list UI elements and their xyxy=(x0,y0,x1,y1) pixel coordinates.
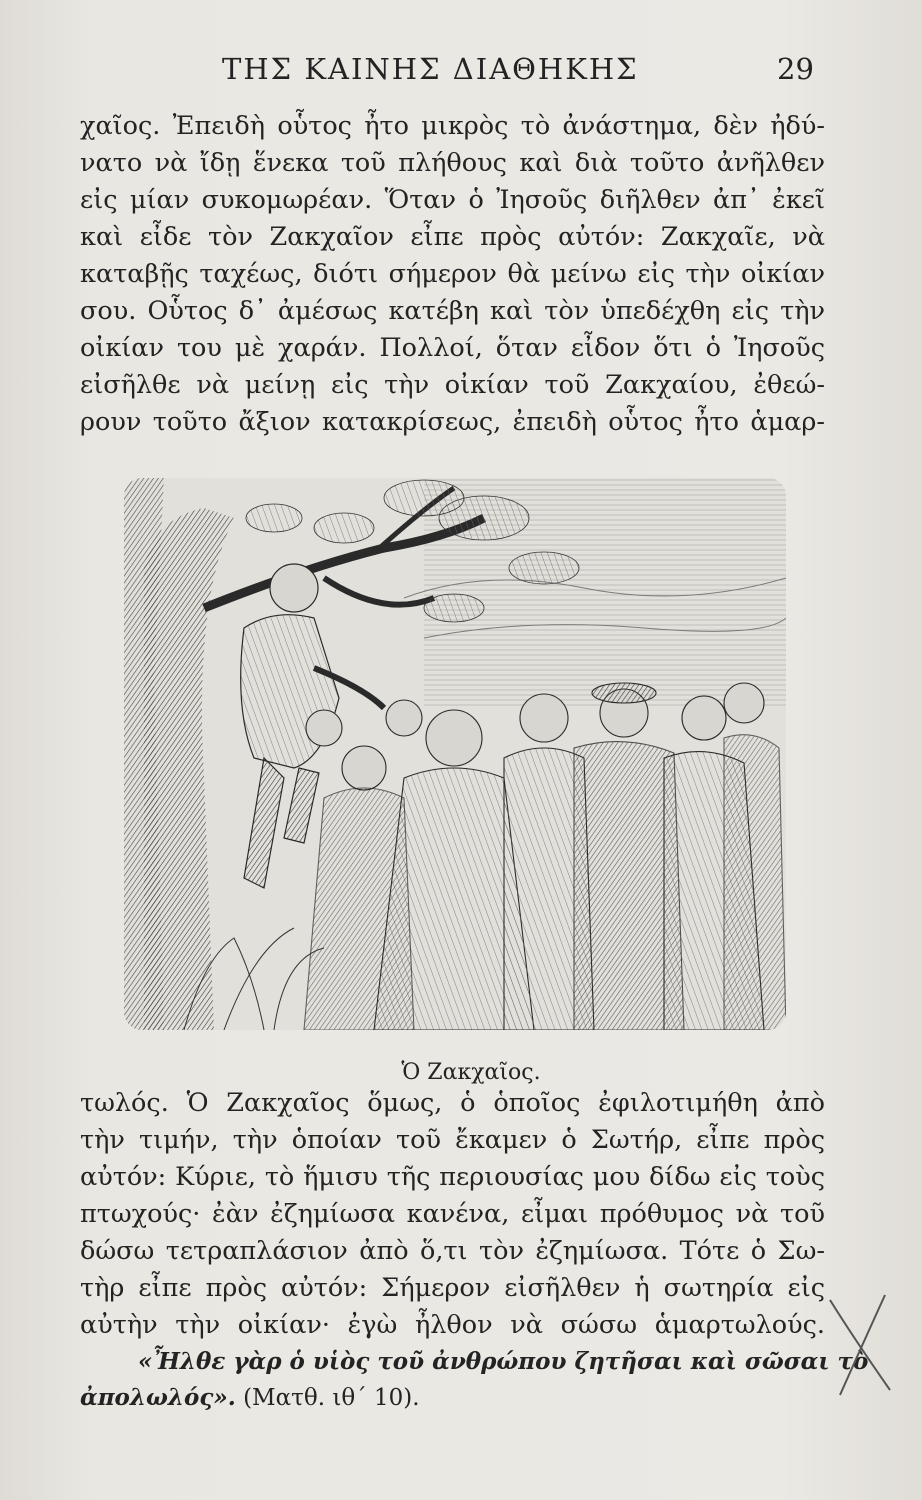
text-line: καὶ εἶδε τὸν Ζακχαῖον εἶπε πρὸς αὐτόν: Ζακχαῖε, νὰ xyxy=(80,222,825,252)
text-line: τὴρ εἶπε πρὸς αὐτόν: Σήμερον εἰσῆλθεν ἡ σωτηρία εἰς xyxy=(80,1273,825,1303)
scripture-quote-line: «Ἦλθε γὰρ ὁ υἱὸς τοῦ ἀνθρώπου ζητῆσαι καὶ σῶσαι τὸ xyxy=(138,1348,869,1375)
page-header xyxy=(0,52,922,92)
text-line: σου. Οὗτος δ᾽ ἀμέσως κατέβη καὶ τὸν ὑπεδέχθη εἰς τὴν xyxy=(80,296,825,326)
text-line: χαῖος. Ἐπειδὴ οὗτος ἦτο μικρὸς τὸ ἀνάστημα, δὲν ἠδύ- xyxy=(80,111,825,141)
text-line: οἰκίαν του μὲ χαράν. Πολλοί, ὅταν εἶδον ὅτι ὁ Ἰησοῦς xyxy=(80,333,825,363)
zacchaeus-engraving xyxy=(124,478,786,1030)
figure-caption: Ὁ Ζακχαῖος. xyxy=(401,1060,541,1085)
engraving-illustration xyxy=(124,478,786,1030)
text-line: εἰς μίαν συκομωρέαν. Ὅταν ὁ Ἰησοῦς διῆλθεν ἀπ᾽ ἐκεῖ xyxy=(80,185,825,215)
text-line: αὐτὴν τὴν οἰκίαν· ἐγὼ ἦλθον νὰ σώσω ἁμαρτωλούς. xyxy=(80,1310,825,1340)
paragraph-top xyxy=(80,108,825,441)
text-line: εἰσῆλθε νὰ μείνῃ εἰς τὴν οἰκίαν τοῦ Ζακχαίου, ἐθεώ- xyxy=(80,370,825,400)
text-line: καταβῇς ταχέως, διότι σήμερον θὰ μείνω εἰς τὴν οἰκίαν xyxy=(80,259,825,289)
text-line: αὐτόν: Κύριε, τὸ ἥμισυ τῆς περιουσίας μου δίδω εἰς τοὺς xyxy=(80,1162,825,1192)
quote-ending: ἀπολωλός». xyxy=(80,1384,236,1411)
page-number: 29 xyxy=(777,52,814,86)
text-line: νατο νὰ ἴδῃ ἕνεκα τοῦ πλήθους καὶ διὰ τοῦτο ἀνῆλθεν xyxy=(80,148,825,178)
scripture-reference: (Ματθ. ιθ΄ 10). xyxy=(235,1385,420,1411)
pencil-cross-mark xyxy=(820,1290,900,1400)
paragraph-bottom xyxy=(80,1085,869,1416)
scripture-quote-line xyxy=(80,1380,825,1416)
text-line: πτωχούς· ἐὰν ἐζημίωσα κανένα, εἶμαι πρόθυμος νὰ τοῦ xyxy=(80,1199,825,1229)
running-title: ΤΗΣ ΚΑΙΝΗΣ ΔΙΑΘΗΚΗΣ xyxy=(222,52,639,86)
text-line: ρουν τοῦτο ἄξιον κατακρίσεως, ἐπειδὴ οὗτος ἦτο ἁμαρ- xyxy=(80,407,825,437)
text-line: δώσω τετραπλάσιον ἀπὸ ὅ,τι τὸν ἐζημίωσα. Τότε ὁ Σω- xyxy=(80,1236,825,1266)
text-line: τὴν τιμήν, τὴν ὁποίαν τοῦ ἔκαμεν ὁ Σωτήρ, εἶπε πρὸς xyxy=(80,1125,825,1155)
text-line: τωλός. Ὁ Ζακχαῖος ὅμως, ὁ ὁποῖος ἐφιλοτιμήθη ἀπὸ xyxy=(80,1088,825,1118)
